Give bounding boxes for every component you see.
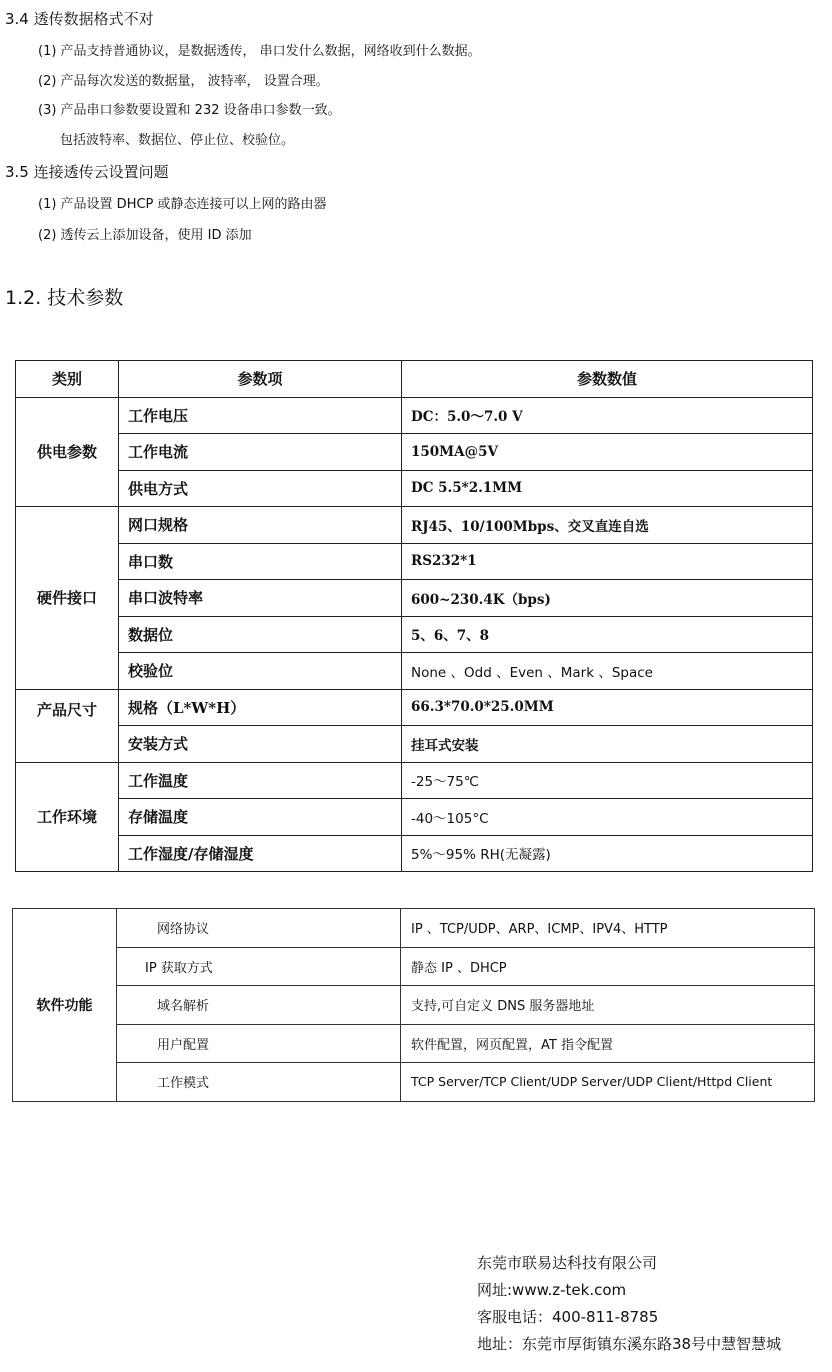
table-row bbox=[16, 799, 813, 836]
value-cell: DC：5.0～7.0 V bbox=[402, 397, 813, 434]
param-cell: 安装方式 bbox=[119, 726, 402, 763]
value-cell: 150MA@5V bbox=[402, 434, 813, 471]
category-cell: 工作环境 bbox=[16, 762, 119, 872]
table-row bbox=[16, 470, 813, 507]
category-cell: 硬件接口 bbox=[16, 507, 119, 690]
table-row bbox=[13, 947, 815, 986]
value-cell: None 、Odd 、Even 、Mark 、Space bbox=[402, 653, 813, 690]
software-table bbox=[12, 908, 815, 1102]
section-3-4-item-1: (1) 产品支持普通协议，是数据透传， 串口发什么数据，网络收到什么数据。 bbox=[38, 44, 481, 59]
value-cell: RS232*1 bbox=[402, 543, 813, 580]
table-row bbox=[16, 580, 813, 617]
section-3-4-title: 3.4 透传数据格式不对 bbox=[5, 10, 154, 28]
section-1-2-title: 1.2. 技术参数 bbox=[5, 287, 124, 309]
value-cell: 挂耳式安装 bbox=[402, 726, 813, 763]
param-cell: 网络协议 bbox=[117, 909, 401, 948]
table-row bbox=[16, 507, 813, 544]
param-cell: 串口波特率 bbox=[119, 580, 402, 617]
header-value: 参数数值 bbox=[402, 361, 813, 398]
param-cell: 网口规格 bbox=[119, 507, 402, 544]
value-cell: -25～75℃ bbox=[402, 762, 813, 799]
param-cell: 供电方式 bbox=[119, 470, 402, 507]
category-cell: 产品尺寸 bbox=[16, 689, 119, 762]
value-cell: 66.3*70.0*25.0MM bbox=[402, 689, 813, 726]
param-cell: 串口数 bbox=[119, 543, 402, 580]
category-cell: 供电参数 bbox=[16, 397, 119, 507]
table-row bbox=[16, 726, 813, 763]
table-row bbox=[16, 434, 813, 471]
table-row bbox=[16, 543, 813, 580]
section-3-5-item-2: (2) 透传云上添加设备，使用 ID 添加 bbox=[38, 228, 252, 243]
section-3-5-item-1: (1) 产品设置 DHCP 或静态连接可以上网的路由器 bbox=[38, 197, 327, 212]
value-cell: -40～105°C bbox=[402, 799, 813, 836]
section-3-5-title: 3.5 连接透传云设置问题 bbox=[5, 163, 169, 181]
param-cell: 工作电压 bbox=[119, 397, 402, 434]
section-3-4-item-2: (2) 产品每次发送的数据量， 波特率， 设置合理。 bbox=[38, 74, 329, 89]
section-3-4-item-3: (3) 产品串口参数要设置和 232 设备串口参数一致。 bbox=[38, 103, 341, 118]
value-cell: 600~230.4K（bps) bbox=[402, 580, 813, 617]
param-cell: 数据位 bbox=[119, 616, 402, 653]
param-cell: IP 获取方式 bbox=[117, 947, 401, 986]
section-3-4-item-3-note: 包括波特率、数据位、停止位、校验位。 bbox=[60, 133, 295, 148]
value-cell: 5%～95% RH(无凝露) bbox=[402, 835, 813, 872]
table-row bbox=[13, 986, 815, 1025]
table-row bbox=[16, 762, 813, 799]
value-cell: 支持,可自定义 DNS 服务器地址 bbox=[401, 986, 815, 1025]
table-row bbox=[16, 835, 813, 872]
param-cell: 域名解析 bbox=[117, 986, 401, 1025]
param-cell: 规格（L*W*H） bbox=[119, 689, 402, 726]
param-cell: 校验位 bbox=[119, 653, 402, 690]
param-cell: 工作湿度/存储湿度 bbox=[119, 835, 402, 872]
table-row bbox=[13, 909, 815, 948]
header-category: 类别 bbox=[16, 361, 119, 398]
table-row bbox=[13, 1024, 815, 1063]
value-cell: IP 、TCP/UDP、ARP、ICMP、IPV4、HTTP bbox=[401, 909, 815, 948]
spec-table-header-row bbox=[16, 361, 813, 398]
param-cell: 工作电流 bbox=[119, 434, 402, 471]
value-cell: 静态 IP 、DHCP bbox=[401, 947, 815, 986]
table-row bbox=[16, 653, 813, 690]
value-cell: 5、6、7、8 bbox=[402, 616, 813, 653]
value-cell: DC 5.5*2.1MM bbox=[402, 470, 813, 507]
footer-address: 地址：东莞市厚街镇东溪东路38号中慧智慧城 bbox=[477, 1335, 782, 1353]
param-cell: 存储温度 bbox=[119, 799, 402, 836]
software-category-cell: 软件功能 bbox=[13, 909, 117, 1102]
table-row bbox=[16, 689, 813, 726]
table-row bbox=[13, 1063, 815, 1102]
value-cell: RJ45、10/100Mbps、交叉直连自选 bbox=[402, 507, 813, 544]
footer-phone: 客服电话：400-811-8785 bbox=[477, 1308, 659, 1326]
footer-website: 网址:www.z-tek.com bbox=[477, 1281, 627, 1299]
param-cell: 用户配置 bbox=[117, 1024, 401, 1063]
footer-company: 东莞市联易达科技有限公司 bbox=[477, 1254, 658, 1272]
param-cell: 工作温度 bbox=[119, 762, 402, 799]
spec-table bbox=[15, 360, 813, 872]
table-row bbox=[16, 397, 813, 434]
header-param: 参数项 bbox=[119, 361, 402, 398]
value-cell: 软件配置，网页配置，AT 指令配置 bbox=[401, 1024, 815, 1063]
table-row bbox=[16, 616, 813, 653]
param-cell: 工作模式 bbox=[117, 1063, 401, 1102]
value-cell: TCP Server/TCP Client/UDP Server/UDP Client/Httpd Client bbox=[401, 1063, 815, 1102]
